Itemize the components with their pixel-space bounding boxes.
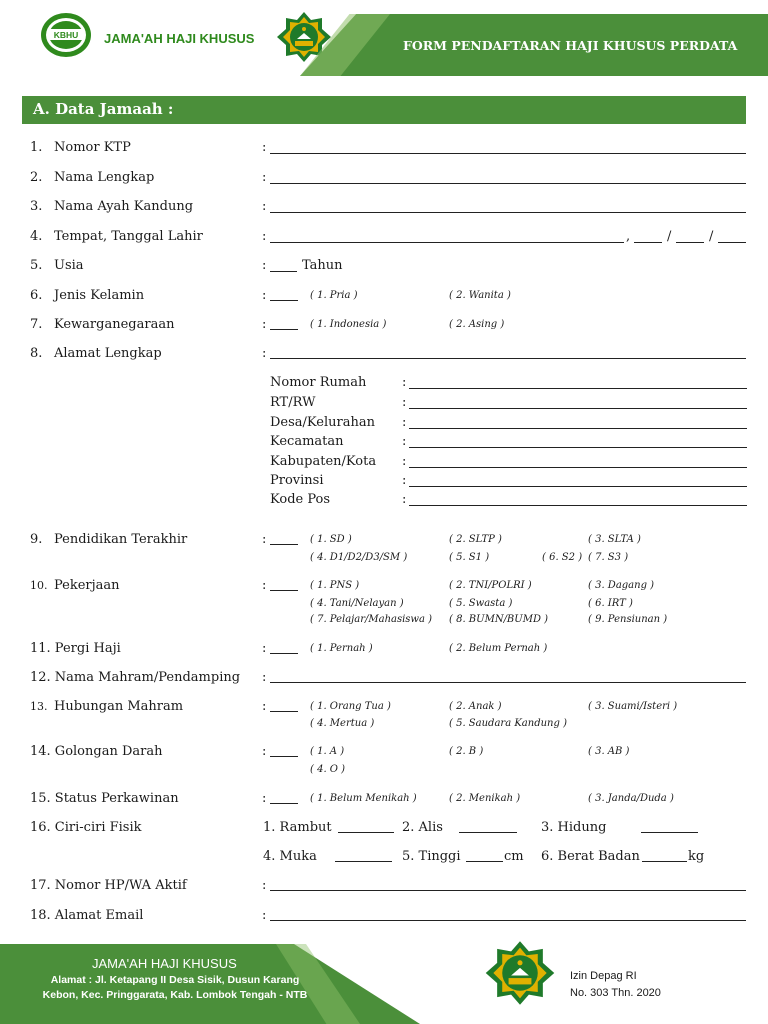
option-pns: ( 1. PNS ) xyxy=(310,580,360,591)
option-asing: ( 2. Asing ) xyxy=(449,319,505,330)
colon: : xyxy=(262,317,267,332)
input-line-pergi-haji[interactable] xyxy=(270,653,298,654)
input-line-rambut[interactable] xyxy=(338,832,394,833)
kemenag-footer-logo xyxy=(484,940,556,1006)
option-indonesia: ( 1. Indonesia ) xyxy=(310,319,387,330)
izin-label: Izin Depag RI xyxy=(570,970,637,982)
input-line-tahun[interactable] xyxy=(718,242,746,243)
input-line-alamat[interactable] xyxy=(270,358,746,359)
field-label: Tempat, Tanggal Lahir xyxy=(54,229,203,244)
input-line-muka[interactable] xyxy=(335,861,392,862)
field-number: 9. xyxy=(30,532,43,547)
unit-label: Tahun xyxy=(302,258,343,273)
field-label: Pekerjaan xyxy=(54,578,120,593)
field-number: 3. xyxy=(30,199,43,214)
input-line-tinggi[interactable] xyxy=(466,861,503,862)
input-line-nomor-ktp[interactable] xyxy=(270,153,746,154)
input-line-desa[interactable] xyxy=(409,428,747,429)
input-line-kode-pos[interactable] xyxy=(409,505,747,506)
input-line-nama-lengkap[interactable] xyxy=(270,183,746,184)
option-anak: ( 2. Anak ) xyxy=(449,701,502,712)
subfield-label: RT/RW xyxy=(270,395,316,410)
input-line-berat[interactable] xyxy=(642,861,687,862)
colon: : xyxy=(262,641,267,656)
field-label: 12. Nama Mahram/Pendamping xyxy=(30,670,241,685)
field-number: 6. xyxy=(30,288,43,303)
field-number: 1. xyxy=(30,140,43,155)
colon: : xyxy=(262,288,267,303)
colon: : xyxy=(262,199,267,214)
colon: : xyxy=(262,346,267,361)
field-label: Kewarganegaraan xyxy=(54,317,175,332)
subfield-label: Kabupaten/Kota xyxy=(270,454,377,469)
option-slta: ( 3. SLTA ) xyxy=(588,534,641,545)
option-s3: ( 7. S3 ) xyxy=(588,552,629,563)
input-line-jenis-kelamin[interactable] xyxy=(270,300,298,301)
input-line-nomor-rumah[interactable] xyxy=(409,388,747,389)
unit-label: kg xyxy=(688,849,705,864)
option-sltp: ( 2. SLTP ) xyxy=(449,534,502,545)
kbhu-logo xyxy=(40,12,92,58)
separator: / xyxy=(667,229,672,244)
ciri-muka-label: 4. Muka xyxy=(263,849,317,864)
input-line-nama-mahram[interactable] xyxy=(270,682,746,683)
input-line-kewarganegaraan[interactable] xyxy=(270,329,298,330)
field-label: 18. Alamat Email xyxy=(30,908,144,923)
field-number: 13. xyxy=(30,700,48,713)
subfield-label: Provinsi xyxy=(270,473,324,488)
colon: : xyxy=(262,229,267,244)
field-number: 7. xyxy=(30,317,43,332)
input-line-pekerjaan[interactable] xyxy=(270,590,298,591)
option-diploma: ( 4. D1/D2/D3/SM ) xyxy=(310,552,408,563)
option-pelajar: ( 7. Pelajar/Mahasiswa ) xyxy=(310,614,433,625)
colon: : xyxy=(402,434,407,449)
field-number: 10. xyxy=(30,579,48,592)
input-line-usia[interactable] xyxy=(270,271,297,272)
subfield-label: Kecamatan xyxy=(270,434,344,449)
option-tni-polri: ( 2. TNI/POLRI ) xyxy=(449,580,532,591)
ciri-tinggi-label: 5. Tinggi xyxy=(402,849,461,864)
field-number: 4. xyxy=(30,229,43,244)
colon: : xyxy=(262,532,267,547)
input-line-alamat-email[interactable] xyxy=(270,920,746,921)
colon: : xyxy=(262,140,267,155)
option-pria: ( 1. Pria ) xyxy=(310,290,358,301)
brand-name: JAMA'AH HAJI KHUSUS xyxy=(104,31,255,46)
option-bumn: ( 8. BUMN/BUMD ) xyxy=(449,614,549,625)
logo-text: KBHU xyxy=(53,30,79,40)
field-label: 16. Ciri-ciri Fisik xyxy=(30,820,142,835)
subfield-label: Nomor Rumah xyxy=(270,375,367,390)
option-belum-pernah: ( 2. Belum Pernah ) xyxy=(449,643,548,654)
field-label: Alamat Lengkap xyxy=(54,346,162,361)
option-sd: ( 1. SD ) xyxy=(310,534,352,545)
field-number: 5. xyxy=(30,258,43,273)
option-s2: ( 6. S2 ) xyxy=(542,552,583,563)
field-label: Hubungan Mahram xyxy=(54,699,184,714)
field-label: Pendidikan Terakhir xyxy=(54,532,188,547)
option-s1: ( 5. S1 ) xyxy=(449,552,490,563)
colon: : xyxy=(402,395,407,410)
field-label: Nomor KTP xyxy=(54,140,131,155)
subfield-label: Desa/Kelurahan xyxy=(270,415,375,430)
input-line-hubungan-mahram[interactable] xyxy=(270,711,298,712)
option-pensiunan: ( 9. Pensiunan ) xyxy=(588,614,668,625)
field-label: Nama Lengkap xyxy=(54,170,155,185)
ciri-berat-label: 6. Berat Badan xyxy=(541,849,640,864)
section-title: A. Data Jamaah : xyxy=(33,100,174,118)
input-line-tanggal[interactable] xyxy=(634,242,662,243)
input-line-pendidikan[interactable] xyxy=(270,544,298,545)
form-title: FORM PENDAFTARAN HAJI KHUSUS PERDATA xyxy=(403,38,738,53)
footer-address-line-2: Kebon, Kec. Pringgarata, Kab. Lombok Tengah - NTB xyxy=(42,989,308,1001)
option-mertua: ( 4. Mertua ) xyxy=(310,718,375,729)
unit-label: cm xyxy=(504,849,524,864)
ciri-rambut-label: 1. Rambut xyxy=(263,820,332,835)
option-menikah: ( 2. Menikah ) xyxy=(449,793,521,804)
separator: / xyxy=(709,229,714,244)
field-number: 8. xyxy=(30,346,43,361)
field-label: Nama Ayah Kandung xyxy=(54,199,194,214)
option-ab: ( 3. AB ) xyxy=(588,746,630,757)
option-orang-tua: ( 1. Orang Tua ) xyxy=(310,701,391,712)
option-a: ( 1. A ) xyxy=(310,746,345,757)
option-irt: ( 6. IRT ) xyxy=(588,598,633,609)
field-label: 15. Status Perkawinan xyxy=(30,791,179,806)
field-label: Usia xyxy=(54,258,84,273)
option-janda-duda: ( 3. Janda/Duda ) xyxy=(588,793,674,804)
footer-address-line-1: Alamat : Jl. Ketapang II Desa Sisik, Dusun Karang xyxy=(50,974,300,986)
colon: : xyxy=(262,878,267,893)
colon: : xyxy=(262,258,267,273)
colon: : xyxy=(402,454,407,469)
option-belum-menikah: ( 1. Belum Menikah ) xyxy=(310,793,417,804)
input-line-golongan-darah[interactable] xyxy=(270,756,298,757)
colon: : xyxy=(262,908,267,923)
ciri-hidung-label: 3. Hidung xyxy=(541,820,607,835)
colon: : xyxy=(262,170,267,185)
input-line-status-perkawinan[interactable] xyxy=(270,803,298,804)
input-line-alis[interactable] xyxy=(459,832,517,833)
separator: , xyxy=(626,229,631,244)
input-line-nomor-hp[interactable] xyxy=(270,890,746,891)
input-line-nama-ayah[interactable] xyxy=(270,212,746,213)
colon: : xyxy=(262,670,267,685)
option-tani: ( 4. Tani/Nelayan ) xyxy=(310,598,404,609)
input-line-tempat-lahir[interactable] xyxy=(270,242,624,243)
option-dagang: ( 3. Dagang ) xyxy=(588,580,655,591)
colon: : xyxy=(402,375,407,390)
colon: : xyxy=(402,492,407,507)
subfield-label: Kode Pos xyxy=(270,492,331,507)
izin-number: No. 303 Thn. 2020 xyxy=(570,987,661,999)
field-label: 11. Pergi Haji xyxy=(30,641,121,656)
input-line-kecamatan[interactable] xyxy=(409,447,747,448)
colon: : xyxy=(262,791,267,806)
ciri-alis-label: 2. Alis xyxy=(402,820,443,835)
field-label: 17. Nomor HP/WA Aktif xyxy=(30,878,187,893)
option-o: ( 4. O ) xyxy=(310,764,346,775)
field-label: Jenis Kelamin xyxy=(54,288,145,303)
input-line-provinsi[interactable] xyxy=(409,486,747,487)
footer-title: JAMA'AH HAJI KHUSUS xyxy=(92,956,237,971)
input-line-kabupaten[interactable] xyxy=(409,467,747,468)
colon: : xyxy=(262,744,267,759)
option-swasta: ( 5. Swasta ) xyxy=(449,598,513,609)
option-saudara-kandung: ( 5. Saudara Kandung ) xyxy=(449,718,567,729)
colon: : xyxy=(262,699,267,714)
option-b: ( 2. B ) xyxy=(449,746,484,757)
colon: : xyxy=(402,415,407,430)
field-number: 2. xyxy=(30,170,43,185)
colon: : xyxy=(262,578,267,593)
input-line-hidung[interactable] xyxy=(641,832,698,833)
option-pernah: ( 1. Pernah ) xyxy=(310,643,373,654)
option-wanita: ( 2. Wanita ) xyxy=(449,290,511,301)
colon: : xyxy=(402,473,407,488)
field-label: 14. Golongan Darah xyxy=(30,744,163,759)
input-line-rt-rw[interactable] xyxy=(409,408,747,409)
option-suami-isteri: ( 3. Suami/Isteri ) xyxy=(588,701,678,712)
input-line-bulan[interactable] xyxy=(676,242,704,243)
